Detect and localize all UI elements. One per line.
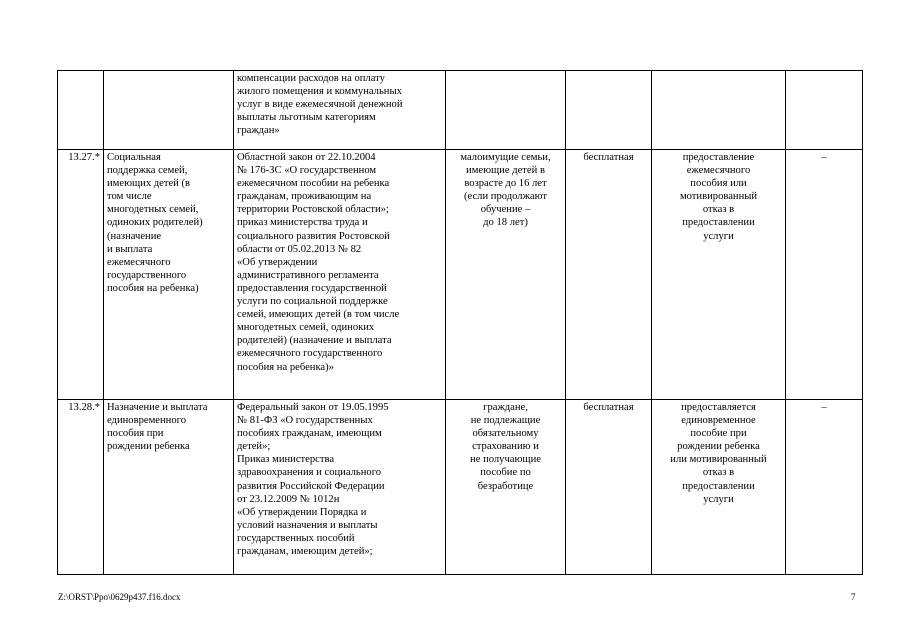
table-row (58, 150, 863, 400)
legal-basis-cell-line: компенсации расходов на оплату (237, 73, 385, 84)
result-cell-line: пособия или (690, 178, 747, 190)
service-name-cell-line: Социальная (107, 152, 161, 163)
recipients-cell (446, 71, 566, 150)
service-name-cell-line: Назначение и выплата (107, 402, 208, 413)
legal-basis-cell-line: предоставления государственной (237, 282, 387, 294)
recipients-cell (446, 400, 566, 575)
recipients-cell-line: (если продолжают (463, 191, 548, 203)
note-cell: – (786, 400, 863, 575)
service-name-cell-line: и выплата (107, 243, 153, 255)
legal-basis-cell-line: Федеральный закон от 19.05.1995 (237, 402, 389, 413)
row-number (58, 71, 104, 150)
service-name-cell-line: государственного (107, 269, 187, 281)
recipients-cell (446, 150, 566, 400)
service-name-cell-line: имеющих детей (в (107, 178, 191, 190)
note-cell (786, 71, 863, 150)
legal-basis-cell-line: жилого помещения и коммунальных (237, 86, 402, 98)
result-cell (652, 71, 786, 150)
recipients-cell-line: безработице (477, 480, 534, 492)
legal-basis-cell (234, 71, 446, 150)
recipients-cell-line: обязательному (472, 428, 539, 440)
legal-basis-cell-line: Приказ министерства (237, 454, 335, 466)
legal-basis-cell-line: услуг в виде ежемесячной денежной (237, 99, 403, 111)
legal-basis-cell-line: от 23.12.2009 № 1012н (237, 493, 340, 505)
legal-basis-cell-line: ежемесячного государственного (237, 348, 383, 360)
recipients-cell-line: не подлежащие (470, 415, 541, 427)
payment-cell: бесплатная (566, 150, 652, 400)
note-cell: – (786, 150, 863, 400)
recipients-cell-line: до 18 лет) (483, 217, 528, 229)
service-name-cell-line: том числе (107, 191, 152, 203)
service-name-cell-line: поддержка семей, (107, 165, 188, 177)
service-name-cell-line: (назначение (107, 230, 162, 242)
legal-basis-cell-line: территории Ростовской области»; (237, 204, 389, 216)
legal-basis-cell-line: пособиях гражданам, имеющим (237, 428, 382, 440)
legal-basis-cell-line: услуги по социальной поддержке (237, 296, 388, 308)
legal-basis-cell-line: выплаты льготным категориям (237, 112, 376, 124)
legal-basis-cell-line: гражданам, проживающим на (237, 191, 372, 203)
recipients-cell-line: страхованию и (472, 441, 539, 453)
table-body (58, 71, 863, 575)
result-cell-line: предоставлении (682, 217, 755, 229)
legal-basis-cell-line: административного регламента (237, 269, 379, 281)
row-number: 13.28.* (58, 400, 104, 575)
recipients-cell-line: малоимущие семьи, (460, 152, 551, 163)
services-table (57, 70, 863, 575)
legal-basis-cell-line: № 176-ЗС «О государственном (237, 165, 377, 177)
legal-basis-cell-line: пособия на ребенка)» (237, 361, 334, 373)
result-cell-line: услуги (703, 230, 734, 242)
result-cell-line: рождении ребенка (677, 441, 760, 453)
legal-basis-cell-line: «Об утверждении (237, 256, 318, 268)
legal-basis-cell-line: граждан» (237, 125, 280, 137)
legal-basis-cell-line: Областной закон от 22.10.2004 (237, 152, 376, 163)
legal-basis-cell-line: гражданам, имеющим детей»; (237, 546, 373, 558)
recipients-cell-line: возрасте до 16 лет (464, 178, 547, 190)
recipients-cell-line: граждане, (483, 402, 528, 413)
legal-basis-cell-line: социального развития Ростовской (237, 230, 390, 242)
result-cell-line: предоставлении (682, 480, 755, 492)
legal-basis-cell-line: семей, имеющих детей (в том числе (237, 309, 400, 321)
legal-basis-cell-line: ежемесячном пособии на ребенка (237, 178, 390, 190)
legal-basis-cell-line: приказ министерства труда и (237, 217, 368, 229)
service-name-cell-line: единовременного (107, 415, 187, 427)
result-cell-line: предоставляется (681, 402, 756, 413)
service-name-cell-line: пособия при (107, 428, 164, 440)
result-cell-line: единовременное (681, 415, 756, 427)
row-number: 13.27.* (58, 150, 104, 400)
result-cell (652, 400, 786, 575)
recipients-cell-line: не получающие (470, 454, 541, 466)
result-cell-line: услуги (703, 493, 734, 505)
service-name-cell (104, 150, 234, 400)
service-name-cell-line: пособия на ребенка) (107, 282, 199, 294)
footer-page-number: 7 (851, 592, 856, 602)
recipients-cell-line: обучение – (480, 204, 531, 216)
legal-basis-cell-line: области от 05.02.2013 № 82 (237, 243, 362, 255)
result-cell-line: предоставление (682, 152, 755, 163)
result-cell-line: отказ в (702, 467, 735, 479)
legal-basis-cell-line: государственных пособий (237, 532, 355, 544)
service-name-cell (104, 71, 234, 150)
result-cell-line: мотивированный (679, 191, 758, 203)
legal-basis-cell-line: № 81-ФЗ «О государственных (237, 415, 373, 427)
result-cell-line: пособие при (690, 428, 747, 440)
legal-basis-cell (234, 400, 446, 575)
result-cell-line: отказ в (702, 204, 735, 216)
recipients-cell-line: имеющие детей в (466, 165, 545, 177)
recipients-cell-line: пособие по (480, 467, 531, 479)
service-name-cell-line: многодетных семей, (107, 204, 199, 216)
service-name-cell-line: одиноких родителей) (107, 217, 203, 229)
legal-basis-cell-line: родителей) (назначение и выплата (237, 335, 392, 347)
result-cell-line: ежемесячного (686, 165, 751, 177)
footer-file-path: Z:\ORST\Ppo\0629p437.f16.docx (58, 592, 181, 602)
payment-cell (566, 71, 652, 150)
result-cell (652, 150, 786, 400)
table-row (58, 71, 863, 150)
legal-basis-cell-line: «Об утверждении Порядка и (237, 506, 367, 518)
legal-basis-cell-line: многодетных семей, одиноких (237, 322, 375, 334)
legal-basis-cell (234, 150, 446, 400)
table-row (58, 400, 863, 575)
service-name-cell-line: ежемесячного (107, 256, 171, 268)
legal-basis-cell-line: здравоохранения и социального (237, 467, 382, 479)
payment-cell: бесплатная (566, 400, 652, 575)
service-name-cell-line: рождении ребенка (107, 441, 190, 453)
legal-basis-cell-line: развития Российской Федерации (237, 480, 385, 492)
result-cell-line: или мотивированный (670, 454, 767, 466)
legal-basis-cell-line: детей»; (237, 441, 271, 453)
legal-basis-cell-line: условий назначения и выплаты (237, 519, 378, 531)
service-name-cell (104, 400, 234, 575)
